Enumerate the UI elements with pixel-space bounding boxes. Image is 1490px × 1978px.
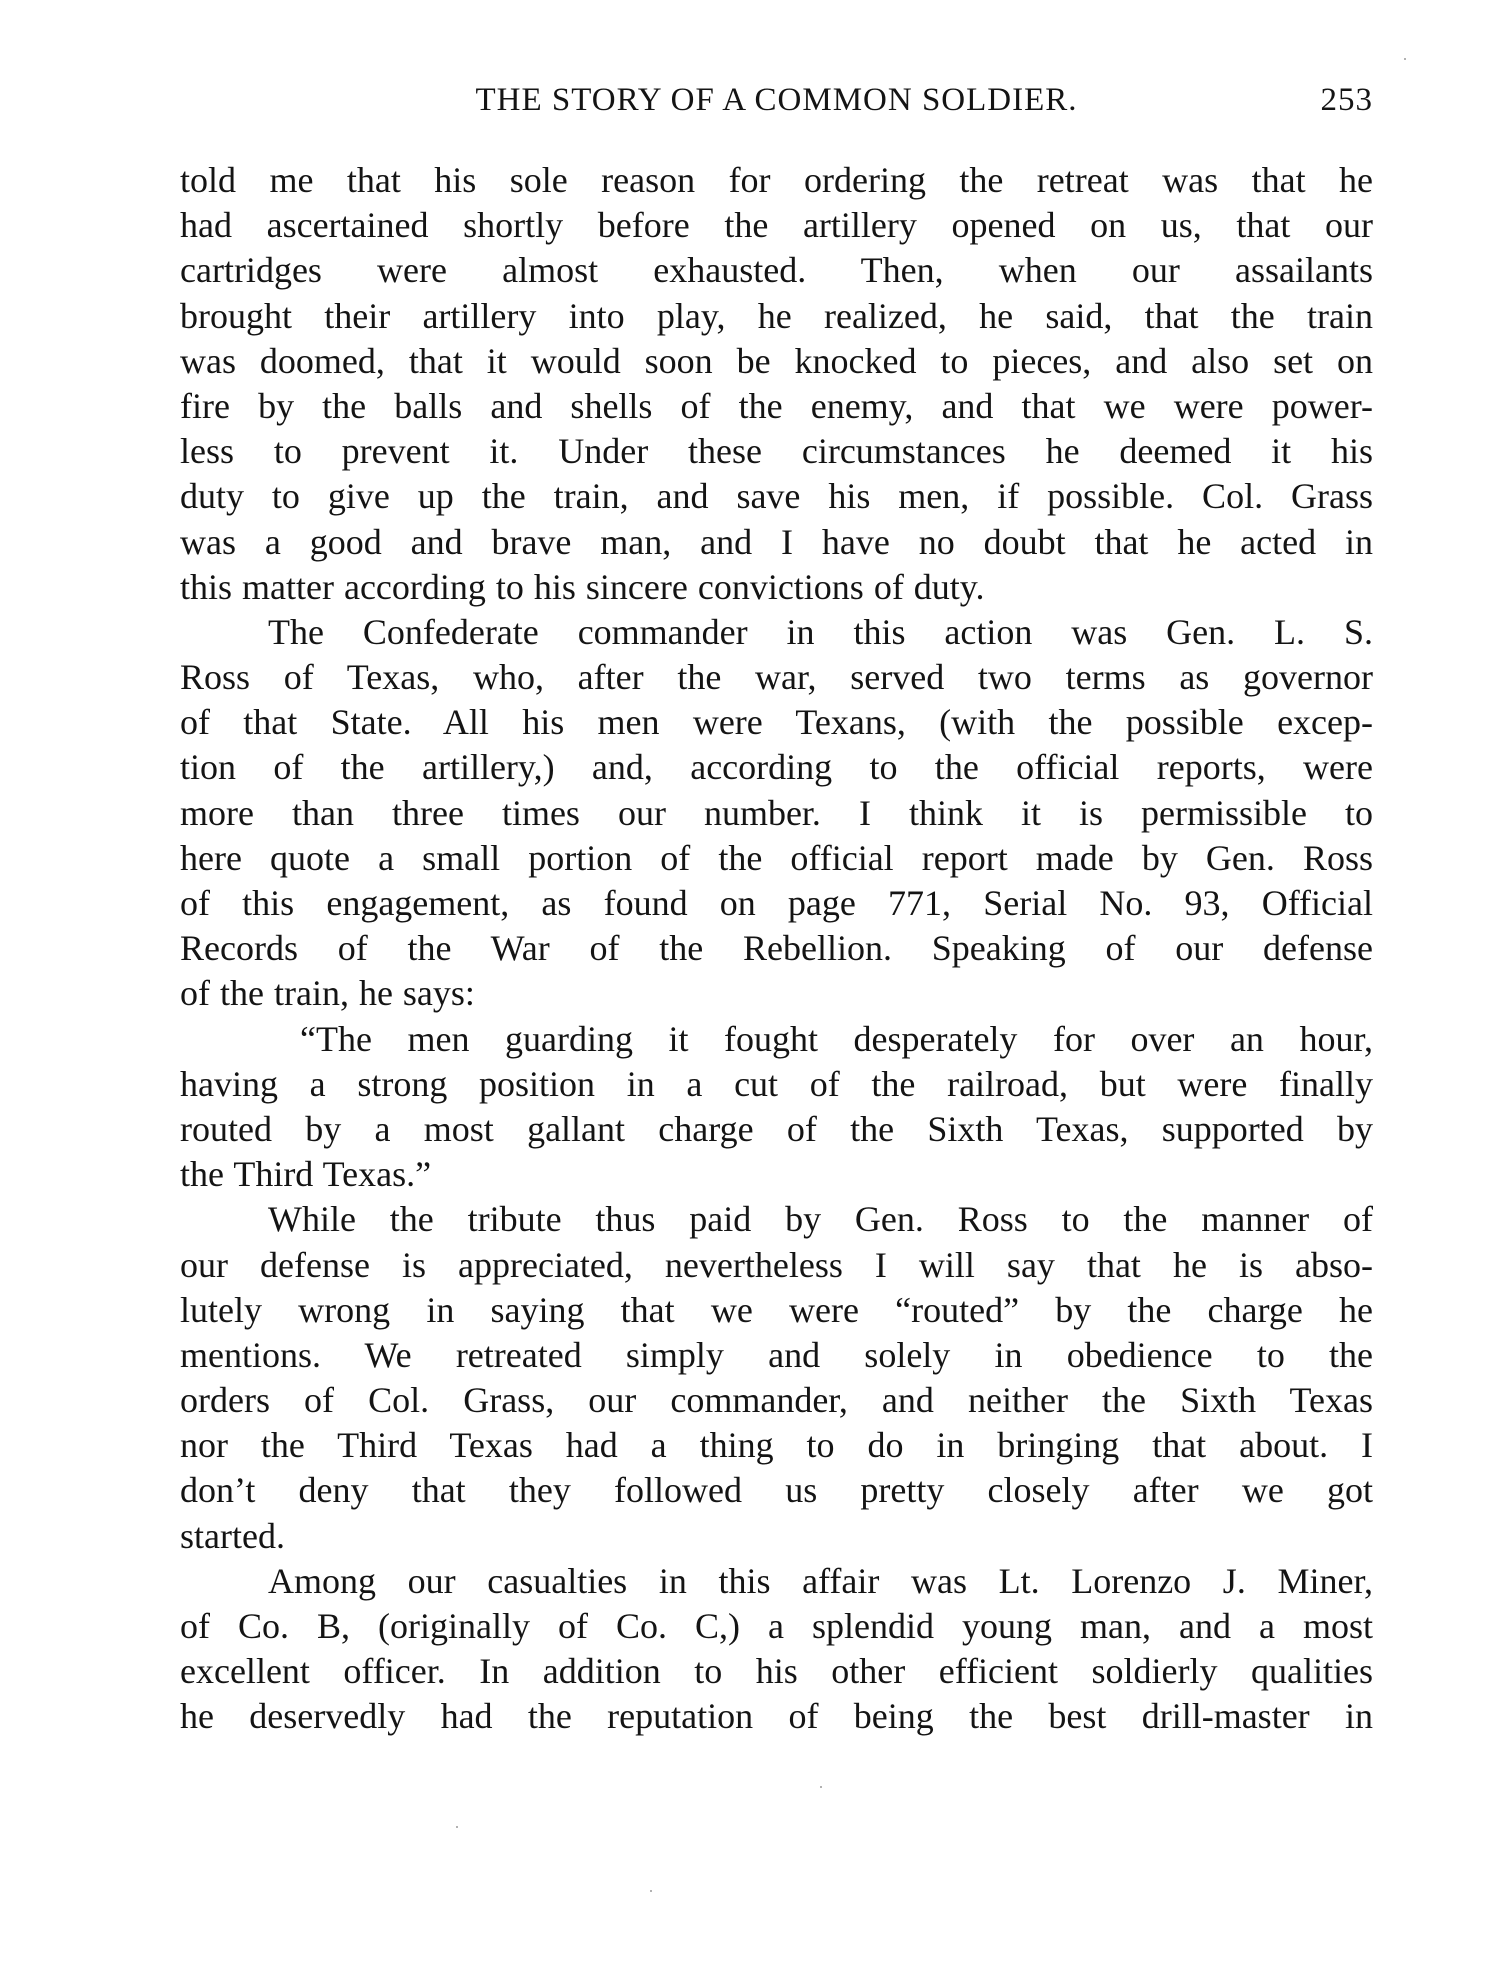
text-line: Ross of Texas, who, after the war, served two terms as governor (180, 657, 1373, 698)
text-line: had ascertained shortly before the artillery opened on us, that our (180, 205, 1373, 246)
text-line: was doomed, that it would soon be knocked to pieces, and also set on (180, 340, 1373, 381)
text-line: lutely wrong in saying that we were “routed” by the charge he (180, 1289, 1373, 1330)
paper-speck (820, 1786, 822, 1788)
text-line: this matter according to his sincere convictions of duty. (180, 566, 985, 607)
text-line: While the tribute thus paid by Gen. Ross to the manner of (268, 1199, 1373, 1240)
text-line: of Co. B, (originally of Co. C,) a splendid young man, and a most (180, 1606, 1373, 1646)
text-line: “The men guarding it fought desperately for over an hour, (300, 1018, 1373, 1059)
text-line: cartridges were almost exhausted. Then, when our assailants (180, 250, 1373, 291)
text-line: more than three times our number. I think it is permissible to (180, 792, 1373, 833)
text-line: orders of Col. Grass, our commander, and neither the Sixth Texas (180, 1380, 1373, 1421)
text-line: duty to give up the train, and save his men, if possible. Col. Grass (180, 476, 1373, 517)
text-line: less to prevent it. Under these circumstances he deemed it his (180, 431, 1373, 472)
text-line: told me that his sole reason for ordering the retreat was that he (180, 160, 1373, 200)
text-line: routed by a most gallant charge of the Sixth Texas, supported by (180, 1108, 1373, 1149)
text-line: excellent officer. In addition to his other efficient soldierly qualities (180, 1651, 1373, 1692)
text-line: here quote a small portion of the official report made by Gen. Ross (180, 837, 1373, 878)
text-line: Records of the War of the Rebellion. Speaking of our defense (180, 928, 1373, 969)
paper-speck (1404, 58, 1406, 60)
running-header (180, 78, 1373, 126)
text-line: he deservedly had the reputation of being the best drill-master in (180, 1696, 1373, 1737)
text-line: of that State. All his men were Texans, (with the possible excep- (180, 702, 1373, 743)
running-title: THE STORY OF A COMMON SOLDIER. (475, 82, 1078, 118)
text-line: don’t deny that they followed us pretty closely after we got (180, 1470, 1373, 1511)
text-line: brought their artillery into play, he realized, he said, that the train (180, 295, 1373, 336)
text-line: started. (180, 1515, 285, 1556)
text-line: mentions. We retreated simply and solely in obedience to the (180, 1334, 1373, 1375)
text-line: tion of the artillery,) and, according to the official reports, were (180, 747, 1373, 788)
paper-speck (456, 1826, 458, 1828)
text-line: the Third Texas.” (180, 1154, 432, 1195)
text-line: nor the Third Texas had a thing to do in bringing that about. I (180, 1425, 1373, 1466)
text-line: having a strong position in a cut of the railroad, but were finally (180, 1063, 1373, 1104)
text-line: of the train, he says: (180, 973, 475, 1014)
paper-speck (650, 1890, 652, 1892)
text-line: our defense is appreciated, nevertheless I will say that he is abso- (180, 1244, 1373, 1285)
page-number: 253 (1320, 82, 1373, 118)
body-text (180, 158, 1373, 1740)
text-line: of this engagement, as found on page 771, Serial No. 93, Official (180, 883, 1373, 923)
text-line: was a good and brave man, and I have no doubt that he acted in (180, 521, 1373, 562)
text-line: fire by the balls and shells of the enemy, and that we were power- (180, 385, 1373, 426)
text-line: The Confederate commander in this action was Gen. L. S. (268, 611, 1373, 652)
text-line: Among our casualties in this affair was Lt. Lorenzo J. Miner, (268, 1560, 1373, 1601)
